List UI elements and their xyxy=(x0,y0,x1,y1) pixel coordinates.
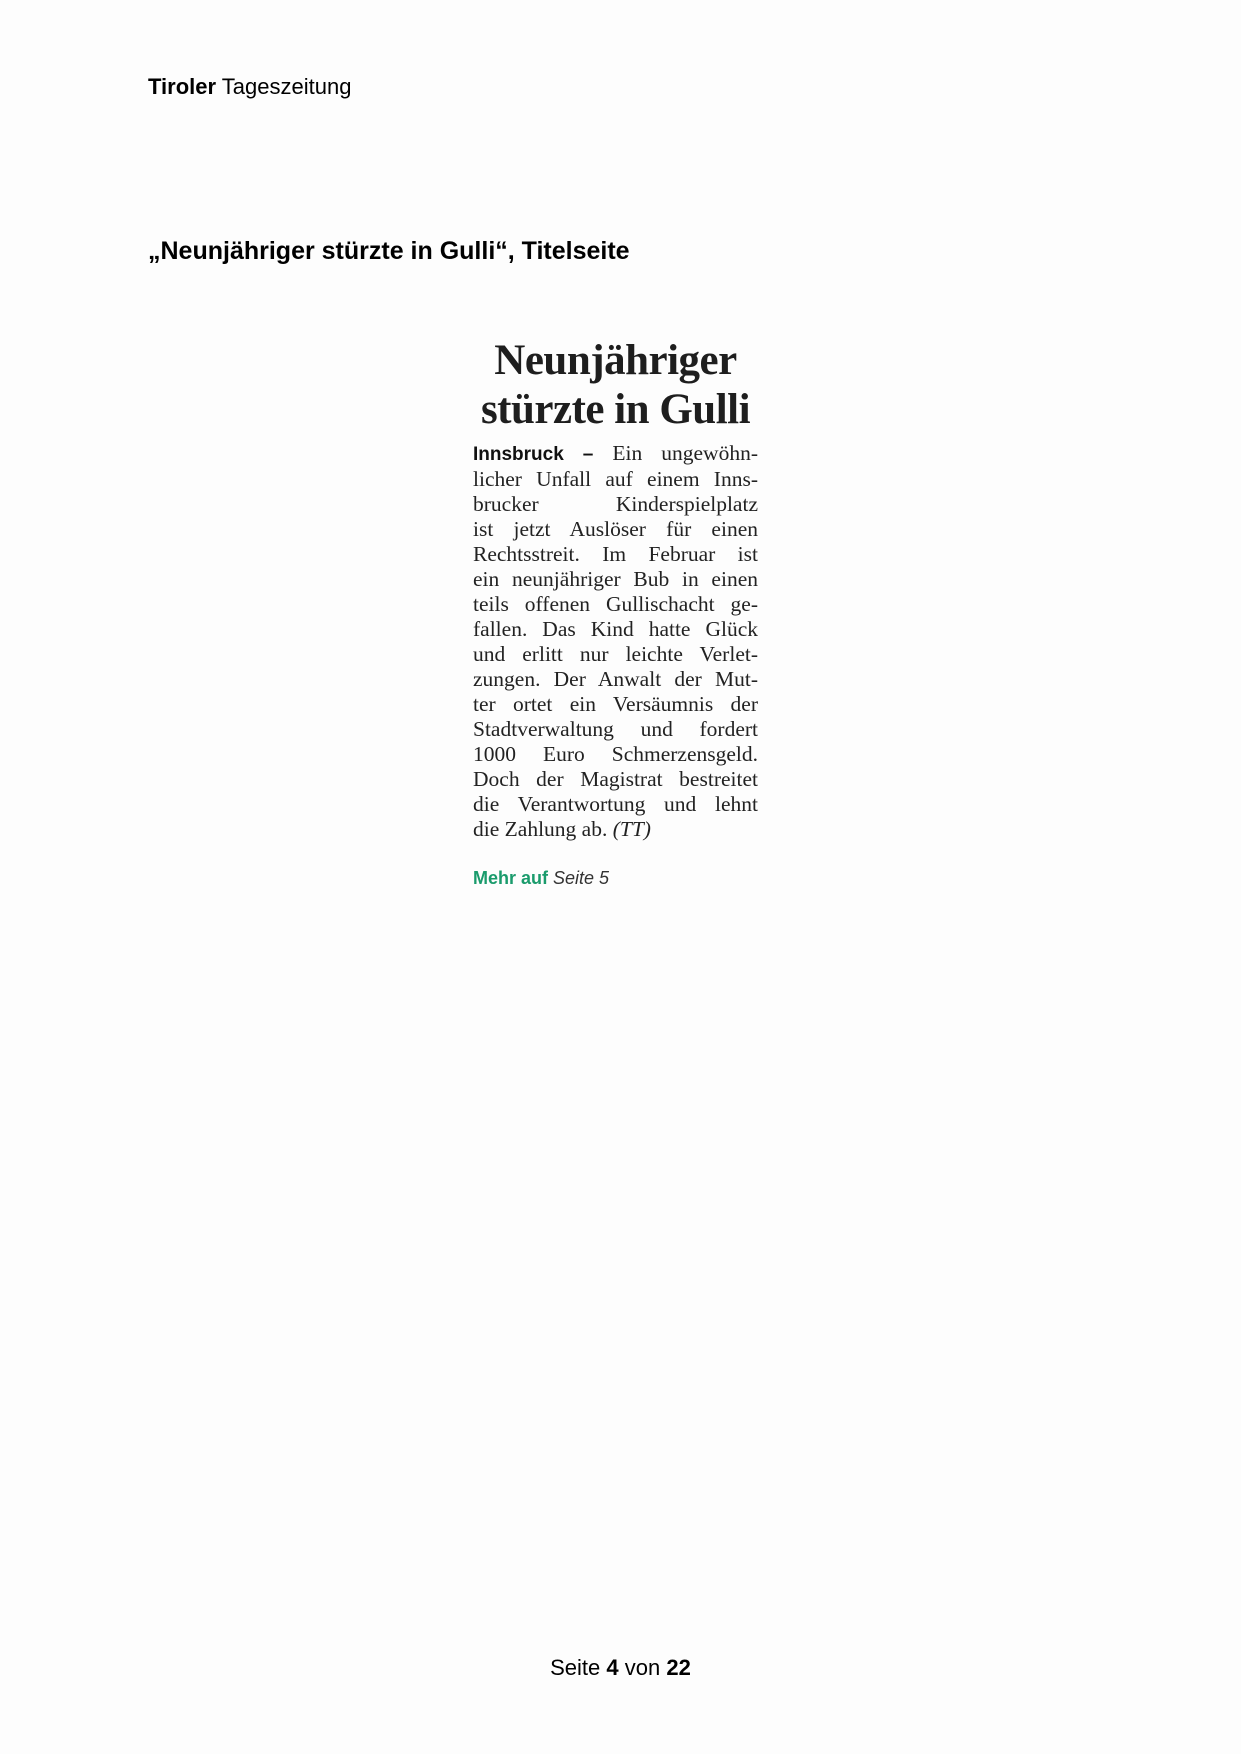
clipping-headline xyxy=(473,336,758,434)
body-line: Rechtsstreit. Im Februar ist xyxy=(473,542,758,566)
body-line: teils offenen Gullischacht ge- xyxy=(473,592,758,616)
body-line: ter ortet ein Versäumnis der xyxy=(473,692,758,716)
publication-header xyxy=(148,74,351,100)
body-line: Stadtverwaltung und fordert xyxy=(473,717,758,741)
footer-prefix: Seite xyxy=(550,1655,601,1680)
body-line: ist jetzt Auslöser für einen xyxy=(473,517,758,541)
document-title: „Neunjähriger stürzte in Gulli“, Titelseite xyxy=(148,237,630,265)
headline-line: Neunjähriger xyxy=(494,337,737,384)
more-on-page xyxy=(473,868,758,889)
brand-rest: Tageszeitung xyxy=(221,74,352,99)
headline-line: stürzte in Gulli xyxy=(480,386,751,433)
body-text: Ein ungewöhn- xyxy=(612,441,758,465)
body-line xyxy=(473,817,758,842)
body-line: und erlitt nur leichte Verlet- xyxy=(473,642,758,666)
body-text: die Zahlung ab. xyxy=(473,817,608,841)
more-label: Mehr auf xyxy=(473,868,549,888)
more-page: Seite 5 xyxy=(553,868,610,888)
footer-current-page: 4 xyxy=(606,1655,619,1680)
footer-middle: von xyxy=(624,1655,661,1680)
body-line: zungen. Der Anwalt der Mut- xyxy=(473,667,758,691)
page-footer xyxy=(0,1655,1241,1681)
source-tag: (TT) xyxy=(612,817,651,841)
body-line: Doch der Magistrat bestreitet xyxy=(473,767,758,791)
body-line: die Verantwortung und lehnt xyxy=(473,792,758,816)
dateline: Innsbruck – xyxy=(473,444,594,465)
footer-total-pages: 22 xyxy=(666,1655,691,1680)
body-line: brucker Kinderspielplatz xyxy=(473,492,758,516)
body-line: 1000 Euro Schmerzensgeld. xyxy=(473,742,758,766)
body-line: licher Unfall auf einem Inns- xyxy=(473,467,758,491)
clipping-body xyxy=(473,441,758,842)
newspaper-clipping xyxy=(473,336,758,889)
body-line: ein neunjähriger Bub in einen xyxy=(473,567,758,591)
body-line: fallen. Das Kind hatte Glück xyxy=(473,617,758,641)
brand-bold: Tiroler xyxy=(148,74,217,99)
body-line xyxy=(473,441,758,467)
